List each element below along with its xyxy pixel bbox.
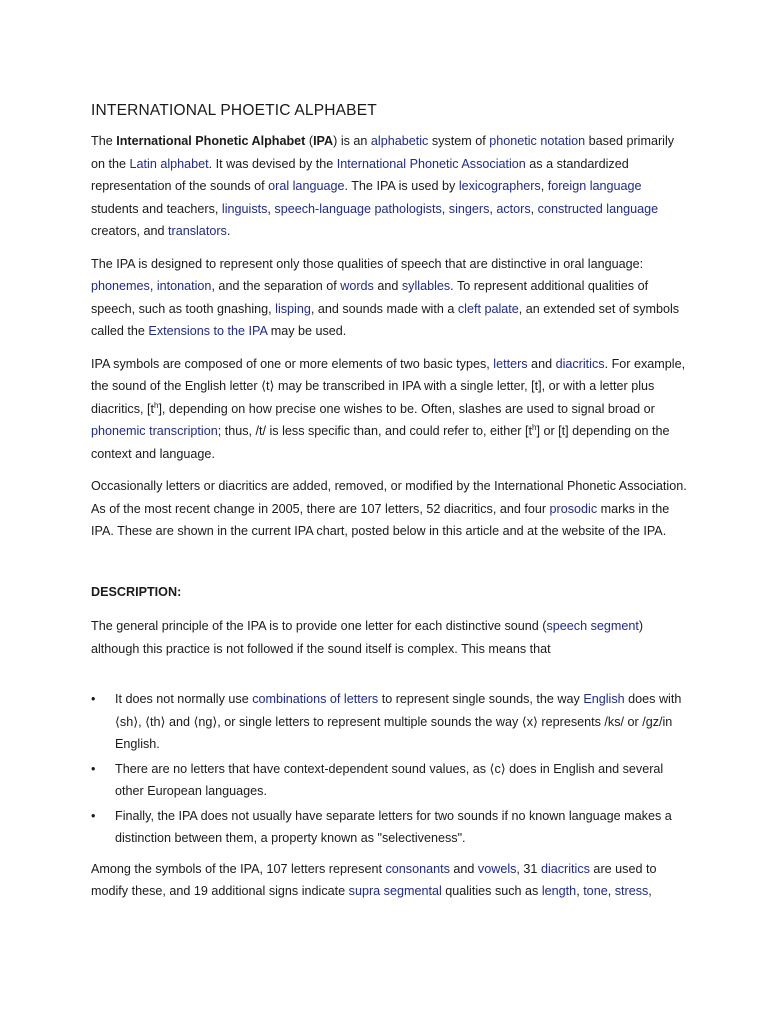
hyperlink[interactable]: diacritics: [540, 861, 590, 876]
hyperlink[interactable]: tone: [583, 884, 608, 898]
hyperlink[interactable]: syllables: [401, 279, 451, 293]
text-run: does with ⟨sh⟩, ⟨th⟩ and ⟨ng⟩, or single letters to represent multiple sounds the way ⟨x⟩ represents /ks/ or /ɡz/in English.: [115, 692, 682, 751]
hyperlink[interactable]: length: [541, 884, 577, 898]
bullet-marker: •: [91, 808, 96, 823]
hyperlink[interactable]: English: [583, 692, 625, 706]
hyperlink[interactable]: phonetic notation: [489, 134, 586, 148]
text-run: students and teachers,: [91, 201, 222, 216]
bullet-item: [91, 805, 691, 850]
text-run: and: [449, 861, 478, 876]
hyperlink[interactable]: translators: [168, 224, 227, 238]
text-run: The general principle of the IPA is to provide one letter for each distinctive sound (: [91, 619, 547, 633]
text-run: ,: [540, 179, 548, 193]
bullet-item: [91, 688, 691, 756]
text-run: ,: [530, 201, 538, 216]
hyperlink[interactable]: letters: [493, 356, 528, 371]
text-run: Among the symbols of the IPA, 107 letters represent: [91, 861, 386, 876]
hyperlink[interactable]: linguists: [221, 201, 268, 216]
text-run: ) is an: [333, 134, 371, 148]
text-run: ,: [489, 201, 497, 216]
bold-text: International Phonetic Alphabet: [116, 134, 306, 148]
hyperlink[interactable]: International Phonetic Association: [336, 156, 526, 171]
text-run: The: [91, 134, 117, 148]
hyperlink[interactable]: words: [340, 279, 374, 293]
changes-paragraph: [91, 475, 691, 543]
text-run: , and the separation of: [211, 279, 341, 293]
text-run: ] or [t] depending on the context and language.: [91, 424, 670, 461]
hyperlink[interactable]: diacritics: [555, 356, 605, 371]
document-body: [91, 100, 691, 913]
symbols-count-paragraph: [91, 858, 691, 903]
hyperlink[interactable]: oral language: [268, 179, 345, 193]
text-run: . For example, the sound of the English letter ⟨t⟩ may be transcribed in IPA with a single letter, [t], or with a letter plus diacritics, [t: [91, 356, 686, 416]
hyperlink[interactable]: supra segmental: [348, 884, 442, 898]
hyperlink[interactable]: combinations of letters: [252, 692, 379, 706]
text-run: (: [305, 134, 314, 148]
hyperlink[interactable]: alphabetic: [370, 134, 429, 148]
text-run: Occasionally letters or diacritics are added, removed, or modified by the International Phonetic Association. As of the most recent change in 2005, there are 107 letters, 52 diacritics, and four: [91, 479, 687, 516]
bold-text: IPA: [313, 134, 334, 148]
hyperlink[interactable]: speech segment: [546, 619, 639, 633]
hyperlink[interactable]: foreign language: [547, 179, 642, 193]
text-run: ,: [648, 884, 652, 898]
bullet-item: [91, 758, 691, 803]
text-run: marks in the IPA. These are shown in the current IPA chart, posted below in this article and at the website of the IPA.: [91, 501, 670, 538]
text-run: It does not normally use: [115, 692, 253, 706]
text-run: IPA symbols are composed of one or more elements of two basic types,: [91, 356, 494, 371]
symbols-paragraph: [91, 353, 691, 466]
hyperlink[interactable]: stress: [614, 884, 649, 898]
superscript-text: h: [153, 400, 159, 410]
bullet-marker: •: [91, 761, 96, 776]
text-run: Finally, the IPA does not usually have separate letters for two sounds if no known language makes a distinction between them, a property known as "selectiveness".: [115, 808, 672, 845]
hyperlink[interactable]: cleft palate: [457, 301, 519, 316]
text-run: .: [226, 224, 231, 238]
text-run: ; thus, /t/ is less specific than, and could refer to, either [t: [217, 424, 532, 438]
hyperlink[interactable]: lisping: [275, 301, 311, 316]
text-run: are used to modify these, and 19 additional signs indicate: [91, 861, 657, 898]
hyperlink[interactable]: constructed language: [537, 201, 659, 216]
text-run: based primarily on the: [91, 134, 675, 171]
text-run: system of: [428, 134, 490, 148]
text-run: . The IPA is used by: [344, 179, 459, 193]
text-run: The IPA is designed to represent only those qualities of speech that are distinctive in oral language:: [91, 256, 644, 271]
text-run: . To represent additional qualities of speech, such as tooth gnashing,: [91, 279, 649, 316]
page-title: INTERNATIONAL PHOETIC ALPHABET: [91, 102, 377, 119]
hyperlink[interactable]: prosodic: [549, 501, 598, 516]
text-run: and: [527, 356, 556, 371]
text-run: ) although this practice is not followed if the sound itself is complex. This means that: [91, 619, 644, 656]
hyperlink[interactable]: actors: [496, 201, 531, 216]
hyperlink[interactable]: consonants: [385, 861, 450, 876]
superscript-text: h: [532, 422, 537, 432]
text-run: , an extended set of symbols called the: [91, 301, 680, 338]
text-run: may be used.: [267, 324, 347, 338]
text-run: as a standardized representation of the sounds of: [91, 156, 629, 193]
text-run: to represent single sounds, the way: [378, 692, 584, 706]
hyperlink[interactable]: Extensions to the IPA: [148, 324, 268, 338]
text-run: ], depending on how precise one wishes to be. Often, slashes are used to signal broad or: [158, 401, 655, 416]
description-heading: DESCRIPTION:: [91, 584, 182, 599]
bullet-marker: •: [91, 692, 96, 706]
hyperlink[interactable]: phonemic transcription: [91, 424, 218, 438]
hyperlink[interactable]: intonation: [156, 279, 212, 293]
design-paragraph: [91, 253, 691, 343]
hyperlink[interactable]: vowels: [477, 861, 517, 876]
text-run: , 31: [516, 861, 541, 876]
text-run: . It was devised by the: [208, 156, 337, 171]
intro-paragraph: [91, 130, 691, 243]
text-run: ,: [576, 884, 584, 898]
hyperlink[interactable]: speech-language pathologists: [274, 201, 442, 216]
hyperlink[interactable]: phonemes: [91, 279, 150, 293]
text-run: creators, and: [91, 224, 169, 238]
text-run: ,: [607, 884, 615, 898]
hyperlink[interactable]: singers: [448, 201, 490, 216]
text-run: , and sounds made with a: [310, 301, 458, 316]
intro-section: [91, 130, 691, 543]
principle-paragraph: [91, 615, 691, 660]
text-run: ,: [441, 201, 449, 216]
hyperlink[interactable]: Latin alphabet: [129, 156, 209, 171]
text-run: ,: [149, 279, 157, 293]
text-run: ,: [267, 201, 275, 216]
text-run: There are no letters that have context-dependent sound values, as ⟨c⟩ does in English and several other European languages.: [115, 761, 664, 798]
text-run: qualities such as: [441, 884, 542, 898]
bullet-list: [91, 688, 691, 850]
hyperlink[interactable]: lexicographers: [458, 179, 541, 193]
text-run: and: [373, 279, 402, 293]
